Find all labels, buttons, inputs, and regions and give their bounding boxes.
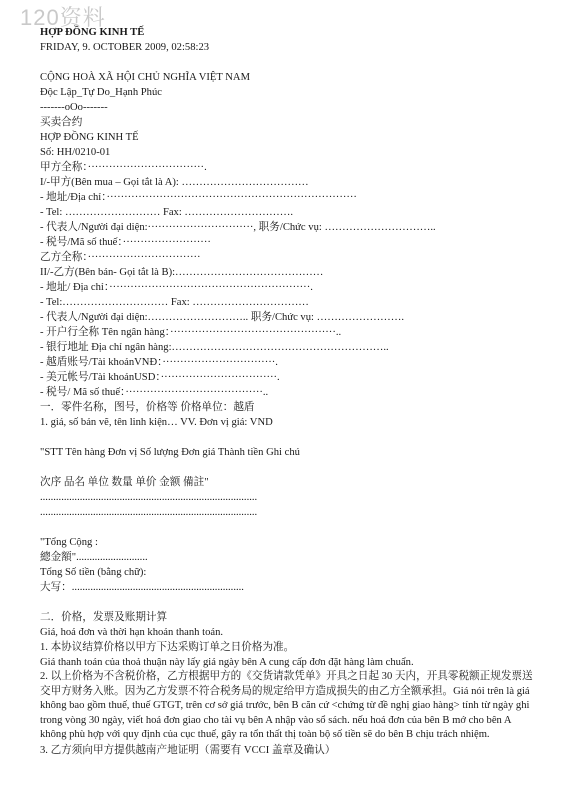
party-b-bank-address: - 银行地址 Địa chỉ ngân hàng:…………………………………………………….. [40,342,389,353]
party-b-account-vnd: - 越盾账号/Tài khoảnVNĐ：································. [40,357,278,368]
total-label-vn: "Tổng Cộng : [40,537,98,548]
party-b-address: - 地址/ Địa chỉ：·························································. [40,282,313,293]
document-body [40,25,540,758]
party-b-tax: - 税号/ Mã số thuế：·······································.. [40,387,269,398]
amount-in-words-vn: Tổng Số tiền (bằng chữ): [40,567,147,578]
party-a-fullname: 甲方全称：·································. [40,162,207,173]
party-a-heading: I/-甲方(Bên mua – Gọi tắt là A): ……………………………… [40,177,309,188]
contract-title-cn: 买卖合约 [40,117,83,128]
amount-in-words-cn: 大写：................................................................. [40,582,244,593]
national-motto: Độc Lập_Tự Do_Hạnh Phúc [40,87,162,98]
section-1-heading: 一．零件名称，图号，价格等 价格单位：越盾 [40,402,255,413]
section-2-heading: 二．价格，发票及账期计算 [40,612,168,623]
motto-divider: -------oOo------- [40,102,108,113]
table-dotted-line: .................................................................................. [40,492,258,503]
party-b-account-usd: - 美元帐号/Tài khoảnUSD：·································. [40,372,280,383]
party-b-tel: - Tel:………………………… Fax: …………………………… [40,297,309,308]
document-date: FRIDAY, 9. OCTOBER 2009, 02:58:23 [40,42,210,53]
party-a-tax: - 税号/Mã số thuế：························· [40,237,211,248]
document-title: HỢP ĐỒNG KINH TẾ [40,27,145,38]
clause-3: 3. 乙方须向甲方提供越南产地证明（需要有 VCCI 盖章及确认） [40,744,336,756]
table-dotted-line: .................................................................................. [40,507,258,518]
watermark: 120资料 [20,5,106,30]
clause-1-cn: 1. 本协议结算价格以甲方下达采购订单之日价格为准。 [40,642,295,653]
party-b-fullname: 乙方全称：································ [40,252,201,263]
party-b-heading: II/-乙方(Bên bán- Gọi tắt là B):…………………………………… [40,267,324,278]
contract-title-vn: HỢP ĐỒNG KINH TẾ [40,132,139,143]
party-a-address: - 地址/Địa chỉ：······································································· [40,192,357,203]
section-2-subheading: Giá, hoá đơn và thời hạn khoản thanh toán. [40,627,224,638]
total-label-cn: 總金額"........................... [40,552,148,563]
section-1-subheading: 1. giá, số bản vẽ, tên linh kiện… VV. Đơn vị giá: VND [40,417,273,428]
party-b-representative: - 代表人/Người đại diện:……………………….. 职务/Chức vụ: ……………………. [40,312,405,323]
party-b-bank-name: - 开户行全称 Tên ngân hàng：···············································.. [40,327,342,338]
contract-number: Số: HH/0210-01 [40,147,111,158]
party-a-representative: - 代表人/Người đại diện:······························, 职务/Chức vụ: ………………………….. [40,222,436,233]
clause-1-vn: Giá thanh toán của thoả thuận này lấy giá ngày bên A cung cấp đơn đặt hàng làm chuẩn. [40,657,414,668]
clause-2: 2. 以上价格为不含税价格，乙方根据甲方的《交货请款凭单》开具之日起 30 天内，开具零税额正规发票送交甲方财务入账。因为乙方发票不符合税务局的规定给甲方造成损失的由乙方全额承担。Giá nói trên là giá không bao gồm thuế, thuế GTGT, trên cơ sở giá trước, bên B căn cứ <chứng từ đề nghị giao hàng> tính từ ngày ghi trong vòng 30 ngày, viết hoá đơn giao cho tài vụ bên A nhập vào sổ sách. nếu hoá đơn của bên B mớ cho bên A không phù hợp với quy định của cục thuế, gây ra tổn thất thị toàn bộ số tiền sẽ do bên B chịu trách nhiệm. [40,671,533,740]
party-a-tel: - Tel: ……………………… Fax: …………………………. [40,207,294,218]
table-header-cn: 次序 品名 单位 数量 单价 金额 備註" [40,477,209,488]
table-header-vn: "STT Tên hàng Đơn vị Số lượng Đơn giá Thành tiền Ghi chú [40,447,300,458]
country-name: CỘNG HOÀ XÃ HỘI CHỦ NGHĨA VIỆT NAM [40,72,251,83]
